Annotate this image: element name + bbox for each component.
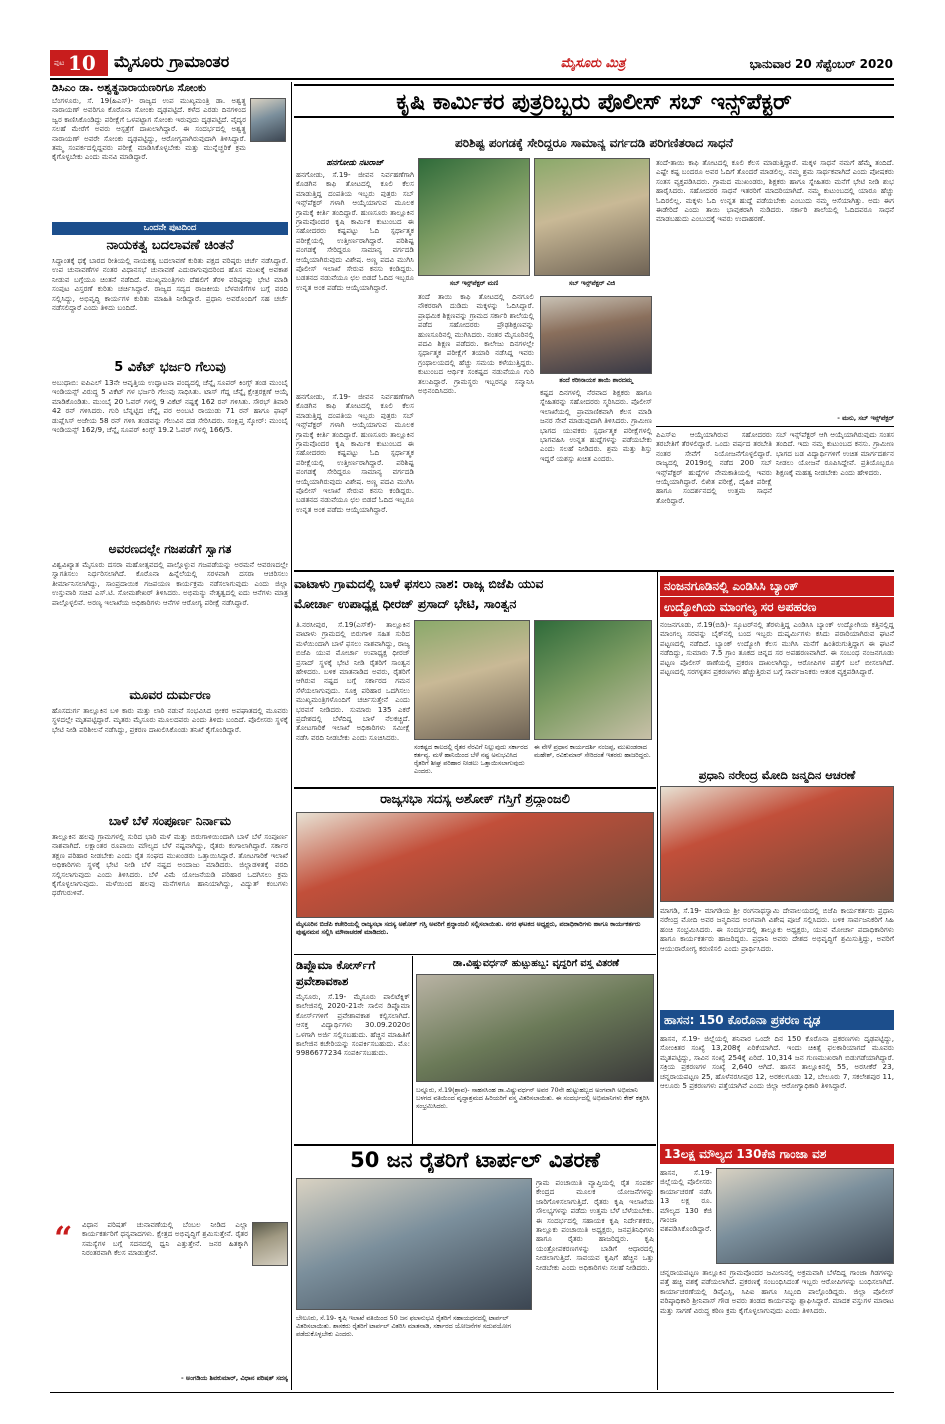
banana-body: ತಿ.ನರಸೀಪುರ, ಸೆ.19(ಎಸ್‌ಕೆ)- ತಾಲ್ಲೂಕಿನ ವಾಟಾಳು ಗ್ರಾಮದಲ್ಲಿ ಬಿರುಗಾಳಿ ಸಹಿತ ಸುರಿದ ಮಳೆಯಿಂದಾಗಿ ಬಾಳೆ ಫಸಲು ನಾಶವಾಗಿದ್ದು, ರಾಜ್ಯ ಬಿಜೆಪಿ ಯುವ ಮೋರ್ಚಾ ಉಪಾಧ್ಯಕ್ಷ ಧೀರಜ್ ಪ್ರಸಾದ್ ಸ್ಥಳಕ್ಕೆ ಭೇಟಿ ನೀಡಿ ರೈತರಿಗೆ ಸಾಂತ್ವನ ಹೇಳಿದರು. ಬಳಿಕ ಮಾತನಾಡಿದ ಅವರು, ರೈತರಿಗೆ ಆಗಿರುವ ನಷ್ಟದ ಬಗ್ಗೆ ಸರ್ಕಾರದ ಗಮನ ಸೆಳೆಯಲಾಗುವುದು. ಸೂಕ್ತ ಪರಿಹಾರ ಒದಗಿಸಲು ಮುಖ್ಯಮಂತ್ರಿಗಳೊಂದಿಗೆ ಚರ್ಚಿಸುತ್ತೇನೆ ಎಂದು ಭರವಸೆ ನೀಡಿದರು. ಸುಮಾರು 135 ಎಕರೆ ಪ್ರದೇಶದಲ್ಲಿ ಬೆಳೆದಿದ್ದ ಬಾಳೆ ನೆಲಕಚ್ಚಿದೆ. ತೋಟಗಾರಿಕೆ ಇಲಾಖೆ ಅಧಿಕಾರಿಗಳು ಸಮೀಕ್ಷೆ ನಡೆಸಿ ವರದಿ ನೀಡಬೇಕು ಎಂದು ಸೂಚಿಸಿದರು. (296, 620, 410, 742)
quote-mark-icon: “ (54, 1219, 73, 1257)
tarpaulin-body: ಗ್ರಾಮ ಪಂಚಾಯಿತಿ ವ್ಯಾಪ್ತಿಯಲ್ಲಿ ರೈತ ಸಂಪರ್ಕ ಕೇಂದ್ರದ ಮೂಲಕ ಯೋಜನೆಗಳನ್ನು ಜಾರಿಗೊಳಿಸಲಾಗುತ್ತಿದೆ. ರೈತರು ಕೃಷಿ ಇಲಾಖೆಯ ಸೌಲಭ್ಯಗಳನ್ನು ಪಡೆದು ಉತ್ತಮ ಬೆಳೆ ಬೆಳೆಯಬೇಕು. ಈ ಸಂದರ್ಭದಲ್ಲಿ ಸಹಾಯಕ ಕೃಷಿ ನಿರ್ದೇಶಕರು, ತಾಲ್ಲೂಕು ಪಂಚಾಯಿತಿ ಅಧ್ಯಕ್ಷರು, ಜನಪ್ರತಿನಿಧಿಗಳು ಹಾಗೂ ರೈತರು ಹಾಜರಿದ್ದರು. ಕೃಷಿ ಯಂತ್ರೋಪಕರಣಗಳನ್ನು ಬಾಡಿಗೆ ಆಧಾರದಲ್ಲಿ ನೀಡಲಾಗುತ್ತಿದೆ. ಸಾವಯವ ಕೃಷಿಗೆ ಹೆಚ್ಚಿನ ಒತ್ತು ನೀಡಬೇಕು ಎಂದು ಅಧಿಕಾರಿಗಳು ಸಲಹೆ ನೀಡಿದರು. (536, 1178, 654, 1272)
deputy-cm-body: ಬೆಂಗಳೂರು, ಸೆ. 19(ಹಿಎಸ್)- ರಾಜ್ಯದ ಉಪ ಮುಖ್ಯಮಂತ್ರಿ ಡಾ. ಅಶ್ವತ್ಥ ನಾರಾಯಣ್ ಅವರಿಗೂ ಕೊರೊನಾ ಸೋಂಕು ದೃಢಪಟ್ಟಿದೆ. ಕಳೆದ ಎರಡು ದಿನಗಳಿಂದ ಜ್ವರ ಕಾಣಿಸಿಕೊಂಡಿದ್ದು ಪರೀಕ್ಷೆಗೆ ಒಳಪಟ್ಟಾಗ ಸೋಂಕು ಇರುವುದು ದೃಢಪಟ್ಟಿದೆ. ವೈದ್ಯರ ಸಲಹೆ ಮೇರೆಗೆ ಅವರು ಆಸ್ಪತ್ರೆಗೆ ದಾಖಲಾಗಿದ್ದಾರೆ. ಈ ಸಂದರ್ಭದಲ್ಲಿ ಅಶ್ವತ್ಥ ನಾರಾಯಣ್ ಅವರೇ ಸೋಂಕು ದೃಢಪಟ್ಟಿದ್ದು, ಆರೋಗ್ಯವಾಗಿರುವುದಾಗಿ ತಿಳಿಸಿದ್ದಾರೆ. ತಮ್ಮ ಸಂಪರ್ಕದಲ್ಲಿದ್ದವರು ಪರೀಕ್ಷೆ ಮಾಡಿಸಿಕೊಳ್ಳಬೇಕು ಮತ್ತು ಮುನ್ನೆಚ್ಚರಿಕೆ ಕ್ರಮ ಕೈಗೊಳ್ಳಬೇಕು ಎಂದು ಮನವಿ ಮಾಡಿದ್ದಾರೆ. (52, 96, 246, 162)
bank-headline-2: ಉದ್ಯೋಗಿಯ ಮಾಂಗಲ್ಯ ಸರ ಅಪಹರಣ (660, 597, 894, 617)
page-label: ಪುಟ (54, 58, 65, 67)
ganja-body-2: ಚನ್ನರಾಯಪಟ್ಟಣ ತಾಲ್ಲೂಕಿನ ಗ್ರಾಮವೊಂದರ ಜಮೀನಿನಲ್ಲಿ ಅಕ್ರಮವಾಗಿ ಬೆಳೆದಿದ್ದ ಗಾಂಜಾ ಗಿಡಗಳನ್ನು ಪತ್ತೆ ಹಚ್ಚಿ ವಶಕ್ಕೆ ಪಡೆಯಲಾಗಿದೆ. ಪ್ರಕರಣಕ್ಕೆ ಸಂಬಂಧಿಸಿದಂತೆ ಇಬ್ಬರು ಆರೋಪಿಗಳನ್ನು ಬಂಧಿಸಲಾಗಿದೆ. ಕಾರ್ಯಾಚರಣೆಯಲ್ಲಿ ಡಿವೈಎಸ್ಪಿ, ಸಿಪಿಐ ಹಾಗೂ ಸಿಬ್ಬಂದಿ ಪಾಲ್ಗೊಂಡಿದ್ದರು. ಜಿಲ್ಲಾ ಪೊಲೀಸ್ ವರಿಷ್ಠಾಧಿಕಾರಿ ಶ್ರೀನಿವಾಸ್ ಗೌಡ ಅವರು ತಂಡದ ಕಾರ್ಯವನ್ನು ಶ್ಲಾಘಿಸಿದ್ದಾರೆ. ಮಾದಕ ವಸ್ತುಗಳ ಮಾರಾಟ ಮತ್ತು ಸಾಗಣೆ ವಿರುದ್ಧ ಕಠಿಣ ಕ್ರಮ ಕೈಗೊಳ್ಳಲಾಗುವುದು ಎಂದು ತಿಳಿಸಿದರು. (660, 1268, 894, 1315)
cricket-body: ಅಬುಧಾಬಿ: ಐಪಿಎಲ್ 13ನೇ ಆವೃತ್ತಿಯ ಉದ್ಘಾಟನಾ ಪಂದ್ಯದಲ್ಲಿ ಚೆನ್ನೈ ಸೂಪರ್ ಕಿಂಗ್ಸ್ ತಂಡ ಮುಂಬೈ ಇಂಡಿಯನ್ಸ್ ವಿರುದ್ಧ 5 ವಿಕೆಟ್ ಗಳ ಭರ್ಜರಿ ಗೆಲುವು ಸಾಧಿಸಿತು. ಟಾಸ್ ಗೆದ್ದ ಚೆನ್ನೈ ಕ್ಷೇತ್ರರಕ್ಷಣೆ ಆಯ್ಕೆ ಮಾಡಿಕೊಂಡಿತು. ಮುಂಬೈ 20 ಓವರ್ ಗಳಲ್ಲಿ 9 ವಿಕೆಟ್ ನಷ್ಟಕ್ಕೆ 162 ರನ್ ಗಳಿಸಿತು. ಸೌರಭ್ ತಿವಾರಿ 42 ರನ್ ಗಳಿಸಿದರು. ಗುರಿ ಬೆನ್ನಟ್ಟಿದ ಚೆನ್ನೈ ಪರ ಅಂಬಟಿ ರಾಯುಡು 71 ರನ್ ಹಾಗೂ ಫಾಫ್ ಡುಪ್ಲೆಸಿಸ್ ಅಜೇಯ 58 ರನ್ ಗಳಿಸಿ ತಂಡವನ್ನು ಗೆಲುವಿನ ದಡ ಸೇರಿಸಿದರು. ಸಂಕ್ಷಿಪ್ತ ಸ್ಕೋರ್: ಮುಂಬೈ ಇಂಡಿಯನ್ಸ್ 162/9, ಚೆನ್ನೈ ಸೂಪರ್ ಕಿಂಗ್ಸ್ 19.2 ಓವರ್ ಗಳಲ್ಲಿ 166/5. (52, 378, 288, 435)
lead-headline: ಕೃಷಿ ಕಾರ್ಮಿಕರ ಪುತ್ರರಿಬ್ಬರು ಪೊಲೀಸ್ ಸಬ್ ಇನ್ಸ್‌ಪೆಕ್ಟರ್ (294, 84, 894, 118)
lead-body-3b: ಹನಗೋಡು, ಸೆ.19- ಜೀವನ ನಿರ್ವಹಣೆಗಾಗಿ ಕೊಡಗಿನ ಕಾಫಿ ತೋಟದಲ್ಲಿ ಕೂಲಿ ಕೆಲಸ ಮಾಡುತ್ತಿದ್ದ ದಂಪತಿಯ ಇಬ್ಬರು ಪುತ್ರರು ಸಬ್ ಇನ್ಸ್‌ಪೆಕ್ಟರ್ ಗಳಾಗಿ ಆಯ್ಕೆಯಾಗುವ ಮೂಲಕ ಗ್ರಾಮಕ್ಕೆ ಕೀರ್ತಿ ತಂದಿದ್ದಾರೆ. ಹುಣಸೂರು ತಾಲ್ಲೂಕಿನ ಗ್ರಾಮವೊಂದರ ಕೃಷಿ ಕಾರ್ಮಿಕ ಕುಟುಂಬದ ಈ ಸಹೋದರರು ಕಷ್ಟಪಟ್ಟು ಓದಿ ಸ್ಪರ್ಧಾತ್ಮಕ ಪರೀಕ್ಷೆಯಲ್ಲಿ ಉತ್ತೀರ್ಣರಾಗಿದ್ದಾರೆ. ಪರಿಶಿಷ್ಟ ಪಂಗಡಕ್ಕೆ ಸೇರಿದ್ದರೂ ಸಾಮಾನ್ಯ ವರ್ಗದಡಿ ಆಯ್ಕೆಯಾಗಿರುವುದು ವಿಶೇಷ. ಅಣ್ಣ ಪದವಿ ಮುಗಿಸಿ ಪೊಲೀಸ್ ಇಲಾಖೆ ಸೇರುವ ಕನಸು ಕಂಡಿದ್ದರು. ಬಡತನದ ನಡುವೆಯೂ ಛಲ ಬಿಡದೆ ಓದಿದ ಇಬ್ಬರೂ ಉನ್ನತ ಅಂಕ ಪಡೆದು ಆಯ್ಕೆಯಾಗಿದ್ದಾರೆ. (296, 392, 414, 514)
leadership-headline: ನಾಯಕತ್ವ ಬದಲಾವಣೆ ಚಿಂತನೆ (106, 238, 234, 253)
lead-body-6: ಸಬ್ ಇನ್ಸ್‌ಪೆಕ್ಟರ್ ಆಗಿ ಆಯ್ಕೆಯಾಗಿರುವುದು ಸಂತಸ ತಂದಿದೆ. ಇದು ನಮ್ಮ ಕುಟುಂಬದ ಕನಸು. ಗ್ರಾಮೀಣ ಭಾಗದ ಬಡ ವಿದ್ಯಾರ್ಥಿಗಳಿಗೆ ಉಚಿತ ಮಾರ್ಗದರ್ಶನ ನೀಡಲು ಯೋಜನೆ ರೂಪಿಸಿದ್ದೇವೆ. ಪ್ರತಿಯೊಬ್ಬರೂ ಶಿಕ್ಷಣಕ್ಕೆ ಮಹತ್ವ ನೀಡಬೇಕು ಎಂದು ಹೇಳಿದರು. (776, 430, 894, 477)
mid-band-rule (294, 787, 656, 789)
banana-photo-1 (414, 620, 530, 740)
tarpaulin-headline: 50 ಜನ ರೈತರಿಗೆ ಟಾರ್ಪಲ್ ವಿತರಣೆ (350, 1148, 600, 1172)
lead-body-3: ಕಷ್ಟದ ದಿನಗಳಲ್ಲಿ ನೆರವಾದ ಶಿಕ್ಷಕರು ಹಾಗೂ ಸ್ನೇಹಿತರನ್ನು ಸಹೋದರರು ಸ್ಮರಿಸಿದರು. ಪೊಲೀಸ್ ಇಲಾಖೆಯಲ್ಲಿ ಪ್ರಾಮಾಣಿಕವಾಗಿ ಕೆಲಸ ಮಾಡಿ ಜನರ ಸೇವೆ ಮಾಡುವುದಾಗಿ ತಿಳಿಸಿದರು. ಗ್ರಾಮೀಣ ಭಾಗದ ಯುವಕರು ಸ್ಪರ್ಧಾತ್ಮಕ ಪರೀಕ್ಷೆಗಳಲ್ಲಿ ಭಾಗವಹಿಸಿ ಉನ್ನತ ಹುದ್ದೆಗಳನ್ನು ಪಡೆಯಬೇಕು ಎಂದು ಸಲಹೆ ನೀಡಿದರು. ಶ್ರಮ ಮತ್ತು ಶಿಸ್ತು ಇದ್ದರೆ ಯಶಸ್ಸು ಖಚಿತ ಎಂದರು. (540, 388, 652, 463)
banana-headline-1: ವಾಟಾಳು ಗ್ರಾಮದಲ್ಲಿ ಬಾಳೆ ಫಸಲು ನಾಶ: ರಾಜ್ಯ ಬಿಜೆಪಿ ಯುವ (294, 576, 544, 591)
bank-headline-1: ನಂಜನಗೂಡಿನಲ್ಲಿ ಎಂಡಿಸಿಸಿ ಬ್ಯಾಂಕ್ (660, 576, 894, 596)
ganja-body-1: ಹಾಸನ, ಸೆ.19- ಜಿಲ್ಲೆಯಲ್ಲಿ ಪೊಲೀಸರು ಕಾರ್ಯಾಚರಣೆ ನಡೆಸಿ 13 ಲಕ್ಷ ರೂ. ಮೌಲ್ಯದ 130 ಕೆಜಿ ಗಾಂಜಾ ವಶಪಡಿಸಿಕೊಂಡಿದ್ದಾರೆ. (660, 1168, 712, 1234)
clothes-caption: ಬನ್ನೂರು, ಸೆ.19(ಶ್ರಾವ)- ಸಾಹಸಸಿಂಹ ಡಾ.ವಿಷ್ಣುವರ್ಧನ್ ಅವರ 70ನೇ ಹುಟ್ಟುಹಬ್ಬದ ಅಂಗವಾಗಿ ಅಭಿಮಾನಿ ಬಳಗದ ವತಿಯಿಂದ ವೃದ್ಧಾಶ್ರಮದ ಹಿರಿಯರಿಗೆ ವಸ್ತ್ರ ವಿತರಿಸಲಾಯಿತು. ಈ ಸಂದರ್ಭದಲ್ಲಿ ಅಭಿಮಾನಿಗಳು ಕೇಕ್ ಕತ್ತರಿಸಿ ಸಂಭ್ರಮಿಸಿದರು. (416, 1086, 650, 1110)
ashok-photo (296, 812, 654, 918)
continued-banner (52, 222, 288, 235)
hassan-body: ಹಾಸನ, ಸೆ.19- ಜಿಲ್ಲೆಯಲ್ಲಿ ಶನಿವಾರ ಒಂದೇ ದಿನ 150 ಕೊರೊನಾ ಪ್ರಕರಣಗಳು ದೃಢಪಟ್ಟಿದ್ದು, ಸೋಂಕಿತರ ಸಂಖ್ಯೆ 13,208ಕ್ಕೆ ಏರಿಕೆಯಾಗಿದೆ. ಇಂದು ಚಿಕಿತ್ಸೆ ಫಲಕಾರಿಯಾಗದೆ ಮೂವರು ಮೃತಪಟ್ಟಿದ್ದು, ಸಾವಿನ ಸಂಖ್ಯೆ 254ಕ್ಕೆ ಏರಿದೆ. 10,314 ಜನ ಗುಣಮುಖರಾಗಿ ಬಿಡುಗಡೆಯಾಗಿದ್ದಾರೆ. ಸಕ್ರಿಯ ಪ್ರಕರಣಗಳ ಸಂಖ್ಯೆ 2,640 ಆಗಿದೆ. ಹಾಸನ ತಾಲ್ಲೂಕಿನಲ್ಲಿ 55, ಅರಸೀಕೆರೆ 23, ಚನ್ನರಾಯಪಟ್ಟಣ 25, ಹೊಳೆನರಸೀಪುರ 12, ಅರಕಲಗೂಡು 12, ಬೇಲೂರು 7, ಸಕಲೇಶಪುರ 11, ಆಲೂರು 5 ಪ್ರಕರಣಗಳು ಪತ್ತೆಯಾಗಿವೆ ಎಂದು ಜಿಲ್ಲಾ ಆರೋಗ್ಯಾಧಿಕಾರಿ ತಿಳಿಸಿದ್ದಾರೆ. (660, 1034, 894, 1091)
hassan-headline: ಹಾಸನ: 150 ಕೊರೊನಾ ಪ್ರಕರಣ ದೃಢ (660, 1010, 894, 1030)
lead-body-2: ತಂದೆ ತಾಯಿ ಕಾಫಿ ತೋಟದಲ್ಲಿ ದಿನಗೂಲಿ ನೌಕರರಾಗಿ ದುಡಿದು ಮಕ್ಕಳನ್ನು ಓದಿಸಿದ್ದಾರೆ. ಪ್ರಾಥಮಿಕ ಶಿಕ್ಷಣವನ್ನು ಗ್ರಾಮದ ಸರ್ಕಾರಿ ಶಾಲೆಯಲ್ಲಿ ಪಡೆದ ಸಹೋದರರು ಪ್ರೌಢಶಿಕ್ಷಣವನ್ನು ಹುಣಸೂರಿನಲ್ಲಿ ಮುಗಿಸಿದರು. ನಂತರ ಮೈಸೂರಿನಲ್ಲಿ ಪದವಿ ಶಿಕ್ಷಣ ಪಡೆದರು. ಕಾಲೇಜು ದಿನಗಳಲ್ಲೇ ಸ್ಪರ್ಧಾತ್ಮಕ ಪರೀಕ್ಷೆಗೆ ತಯಾರಿ ನಡೆಸಿದ್ದ ಇವರು ಗ್ರಂಥಾಲಯದಲ್ಲಿ ಹೆಚ್ಚು ಸಮಯ ಕಳೆಯುತ್ತಿದ್ದರು. ಕುಟುಂಬದ ಆರ್ಥಿಕ ಸಂಕಷ್ಟದ ನಡುವೆಯೂ ಗುರಿ ತಲುಪಿದ್ದಾರೆ. ಗ್ರಾಮಸ್ಥರು ಇಬ್ಬರನ್ನೂ ಸನ್ಮಾನಿಸಿ ಅಭಿನಂದಿಸಿದರು. (418, 292, 534, 396)
ashok-bottom-rule (294, 954, 656, 955)
lead-bottom-rule (294, 570, 894, 572)
lead-photo-1-caption: ಸಬ್ ಇನ್ಸ್‌ಪೆಕ್ಟರ್ ಮಣಿ (449, 279, 499, 287)
clothes-photo (416, 974, 654, 1082)
lead-photo-2-caption: ಸಬ್ ಇನ್ಸ್‌ಪೆಕ್ಟರ್ ವಿಜಿ (568, 279, 616, 287)
modi-body: ಮಾಗಡಿ, ಸೆ.19- ಮಾಗಡಿಯ ಶ್ರೀ ರಂಗನಾಥಸ್ವಾಮಿ ದೇವಾಲಯದಲ್ಲಿ ಬಿಜೆಪಿ ಕಾರ್ಯಕರ್ತರು ಪ್ರಧಾನಿ ನರೇಂದ್ರ ಮೋದಿ ಅವರ ಜನ್ಮದಿನದ ಅಂಗವಾಗಿ ವಿಶೇಷ ಪೂಜೆ ಸಲ್ಲಿಸಿದರು. ಬಳಿಕ ಸಾರ್ವಜನಿಕರಿಗೆ ಸಿಹಿ ಹಂಚಿ ಸಂಭ್ರಮಿಸಿದರು. ಈ ಸಂದರ್ಭದಲ್ಲಿ ತಾಲ್ಲೂಕು ಅಧ್ಯಕ್ಷರು, ಯುವ ಮೋರ್ಚಾ ಪದಾಧಿಕಾರಿಗಳು ಹಾಗೂ ಕಾರ್ಯಕರ್ತರು ಹಾಜರಿದ್ದರು. ಪ್ರಧಾನಿ ಅವರು ದೇಶದ ಅಭಿವೃದ್ಧಿಗೆ ಶ್ರಮಿಸುತ್ತಿದ್ದು, ಅವರಿಗೆ ಆಯುರಾರೋಗ್ಯ ಕರುಣಿಸಲಿ ಎಂದು ಪ್ರಾರ್ಥಿಸಿದರು. (660, 906, 894, 953)
banana-photo-2 (534, 620, 652, 740)
section-title: ಮೈಸೂರು ಗ್ರಾಮಾಂತರ (114, 52, 230, 71)
lower-right-divider (657, 788, 658, 1390)
banana-photo-2-caption: ಈ ವೇಳೆ ಪ್ರಧಾನ ಕಾರ್ಯದರ್ಶಿ ನಂಜಪ್ಪ, ಮುಖಂಡರಾದ ಮಹೇಶ್, ರವಿಕುಮಾರ್ ಸೇರಿದಂತೆ ಇತರರು ಹಾಜರಿದ್ದರು. (534, 743, 651, 759)
gajapade-headline: ಅವರಣದಲ್ಲೇ ಗಜಪಡೆಗೆ ಸ್ವಾಗತ (108, 542, 232, 556)
bank-body: ನಂಜನಗೂಡು, ಸೆ.19(ಬಿಡಿ)- ಸ್ಕೂಟರ್‌ನಲ್ಲಿ ತೆರಳುತ್ತಿದ್ದ ಎಂಡಿಸಿಸಿ ಬ್ಯಾಂಕ್ ಉದ್ಯೋಗಿಯ ಕತ್ತಿನಲ್ಲಿದ್ದ ಮಾಂಗಲ್ಯ ಸರವನ್ನು ಬೈಕ್‌ನಲ್ಲಿ ಬಂದ ಇಬ್ಬರು ದುಷ್ಕರ್ಮಿಗಳು ಕಸಿದು ಪರಾರಿಯಾಗಿರುವ ಘಟನೆ ಪಟ್ಟಣದಲ್ಲಿ ನಡೆದಿದೆ. ಬ್ಯಾಂಕ್ ಉದ್ಯೋಗಿ ಕೆಲಸ ಮುಗಿಸಿ ಮನೆಗೆ ಹಿಂತಿರುಗುತ್ತಿದ್ದಾಗ ಈ ಘಟನೆ ನಡೆದಿದ್ದು, ಸುಮಾರು 7.5 ಗ್ರಾಂ ತೂಕದ ಚಿನ್ನದ ಸರ ಅಪಹರಣವಾಗಿದೆ. ಈ ಸಂಬಂಧ ನಂಜನಗೂಡು ಪಟ್ಟಣ ಪೊಲೀಸ್ ಠಾಣೆಯಲ್ಲಿ ಪ್ರಕರಣ ದಾಖಲಾಗಿದ್ದು, ಆರೋಪಿಗಳ ಪತ್ತೆಗೆ ಬಲೆ ಬೀಸಲಾಗಿದೆ. ಪಟ್ಟಣದಲ್ಲಿ ಸರಗಳ್ಳತನ ಪ್ರಕರಣಗಳು ಹೆಚ್ಚುತ್ತಿರುವ ಬಗ್ಗೆ ಸಾರ್ವಜನಿಕರು ಆತಂಕ ವ್ಯಕ್ತಪಡಿಸಿದ್ದಾರೆ. (660, 620, 894, 677)
lead-photo-1 (418, 158, 530, 276)
lead-photo-3-caption: ತಂದೆ ಕರೀನಾಯಕ ತಾಯಿ ಶಾರದಮ್ಮ (559, 376, 633, 384)
tarpaulin-caption: ಬೇಲೂರು, ಸೆ.19- ಕೃಷಿ ಇಲಾಖೆ ವತಿಯಿಂದ 50 ಜನ ಫಲಾನುಭವಿ ರೈತರಿಗೆ ಸಹಾಯಧನದಲ್ಲಿ ಟಾರ್ಪಲ್ ವಿತರಿಸಲಾಯಿತು. ಶಾಸಕರು ರೈತರಿಗೆ ಟಾರ್ಪಲ್ ವಿತರಿಸಿ ಮಾತನಾಡಿ, ಸರ್ಕಾರದ ಯೋಜನೆಗಳ ಸದುಪಯೋಗ ಪಡೆದುಕೊಳ್ಳಬೇಕು ಎಂದರು. (296, 1314, 511, 1338)
gajapade-body: ವಿಶ್ವವಿಖ್ಯಾತ ಮೈಸೂರು ದಸರಾ ಮಹೋತ್ಸವದಲ್ಲಿ ಪಾಲ್ಗೊಳ್ಳುವ ಗಜಪಡೆಯನ್ನು ಅರಮನೆ ಆವರಣದಲ್ಲೇ ಸ್ವಾಗತಿಸಲು ನಿರ್ಧರಿಸಲಾಗಿದೆ. ಕೊರೊನಾ ಹಿನ್ನೆಲೆಯಲ್ಲಿ ಸರಳವಾಗಿ ದಸರಾ ಆಚರಿಸಲು ತೀರ್ಮಾನಿಸಲಾಗಿದ್ದು, ಸಾಂಪ್ರದಾಯಿಕ ಗಜಪಯಣ ಕಾರ್ಯಕ್ರಮ ನಡೆಸಲಾಗುವುದು ಎಂದು ಜಿಲ್ಲಾ ಉಸ್ತುವಾರಿ ಸಚಿವ ಎಸ್.ಟಿ. ಸೋಮಶೇಖರ್ ತಿಳಿಸಿದರು. ಅಭಿಮನ್ಯು ನೇತೃತ್ವದಲ್ಲಿ ಐದು ಆನೆಗಳು ಮಾತ್ರ ಪಾಲ್ಗೊಳ್ಳಲಿವೆ. ಅರಣ್ಯ ಇಲಾಖೆಯ ಅಧಿಕಾರಿಗಳು ಆನೆಗಳ ಆರೋಗ್ಯ ಪರೀಕ್ಷೆ ನಡೆಸಿದ್ದಾರೆ. (52, 560, 288, 607)
lead-subheadline: ಪರಿಶಿಷ್ಟ ಪಂಗಡಕ್ಕೆ ಸೇರಿದ್ದರೂ ಸಾಮಾನ್ಯ ವರ್ಗದಡಿ ಪರಿಗಣಿತರಾದ ಸಾಧನೆ (455, 136, 733, 150)
lead-body-4-byline: - ಮನು, ಸಬ್ ಇನ್ಸ್‌ಪೆಕ್ಟರ್ (837, 414, 894, 422)
quote-body: ವಿಧಾನ ಪರಿಷತ್ ಚುನಾವಣೆಯಲ್ಲಿ ಬೆಂಬಲ ನೀಡಿದ ಎಲ್ಲಾ ಕಾರ್ಯಕರ್ತರಿಗೆ ಧನ್ಯವಾದಗಳು. ಕ್ಷೇತ್ರದ ಅಭಿವೃದ್ಧಿಗೆ ಶ್ರಮಿಸುತ್ತೇನೆ. ರೈತರ ಸಮಸ್ಯೆಗಳ ಬಗ್ಗೆ ಸದನದಲ್ಲಿ ಧ್ವನಿ ಎತ್ತುತ್ತೇನೆ. ಜನರ ಹಿತಕ್ಕಾಗಿ ನಿರಂತರವಾಗಿ ಕೆಲಸ ಮಾಡುತ್ತೇನೆ. (82, 1220, 248, 1258)
lead-inner-rule (656, 426, 894, 427)
clothes-headline: ಡಾ.ವಿಷ್ಣುವರ್ಧನ್ ಹುಟ್ಟುಹಬ್ಬ: ವೃದ್ಧರಿಗೆ ವಸ್ತ್ರ ವಿತರಣೆ (452, 958, 620, 969)
ashok-caption: ಮೈಸೂರಿನ ಬಿಜೆಪಿ ಕಚೇರಿಯಲ್ಲಿ ರಾಜ್ಯಸಭಾ ಸದಸ್ಯ ಅಶೋಕ್ ಗಸ್ತಿ ಅವರಿಗೆ ಶ್ರದ್ಧಾಂಜಲಿ ಸಲ್ಲಿಸಲಾಯಿತು. ನಗರ ಘಟಕದ ಅಧ್ಯಕ್ಷರು, ಪದಾಧಿಕಾರಿಗಳು ಹಾಗೂ ಕಾರ್ಯಕರ್ತರು ಪುಷ್ಪನಮನ ಸಲ್ಲಿಸಿ ಮೌನಾಚರಣೆ ಮಾಡಿದರು. (296, 920, 641, 936)
lead-body-4: ತಂದೆ-ತಾಯಿ ಕಾಫಿ ತೋಟದಲ್ಲಿ ಕೂಲಿ ಕೆಲಸ ಮಾಡುತ್ತಿದ್ದಾರೆ. ಮಕ್ಕಳ ಸಾಧನೆ ನಮಗೆ ಹೆಮ್ಮೆ ತಂದಿದೆ. ಎಷ್ಟೇ ಕಷ್ಟ ಬಂದರೂ ಅವರ ಓದಿಗೆ ತೊಂದರೆ ಮಾಡಲಿಲ್ಲ. ನಮ್ಮ ಶ್ರಮ ಸಾರ್ಥಕವಾಗಿದೆ ಎಂದು ಪೋಷಕರು ಸಂತಸ ವ್ಯಕ್ತಪಡಿಸಿದರು. ಗ್ರಾಮದ ಮುಖಂಡರು, ಶಿಕ್ಷಕರು ಹಾಗೂ ಸ್ನೇಹಿತರು ಮನೆಗೆ ಭೇಟಿ ನೀಡಿ ಶುಭ ಹಾರೈಸಿದರು. ಸಹೋದರರ ಸಾಧನೆ ಇತರರಿಗೆ ಮಾದರಿಯಾಗಿದೆ. ನಮ್ಮ ಕುಟುಂಬದಲ್ಲಿ ಯಾರೂ ಹೆಚ್ಚು ಓದಿರಲಿಲ್ಲ. ಮಕ್ಕಳು ಓದಿ ಉನ್ನತ ಹುದ್ದೆ ಪಡೆಯಬೇಕು ಎಂಬುದು ನಮ್ಮ ಆಸೆಯಾಗಿತ್ತು. ಅದು ಈಗ ಈಡೇರಿದೆ ಎಂದು ತಾಯಿ ಭಾವುಕರಾಗಿ ನುಡಿದರು. ಸರ್ಕಾರಿ ಶಾಲೆಯಲ್ಲಿ ಓದಿದವರೂ ಸಾಧನೆ ಮಾಡಬಹುದು ಎಂಬುದಕ್ಕೆ ಇವರು ಉದಾಹರಣೆ. (656, 158, 894, 224)
left-column-divider (291, 82, 292, 1390)
cricket-headline: 5 ವಿಕೆಟ್ ಭರ್ಜರಿ ಗೆಲುವು (114, 360, 226, 375)
ashok-headline: ರಾಜ್ಯಸಭಾ ಸದಸ್ಯ ಅಶೋಕ್ ಗಸ್ತಿಗೆ ಶ್ರದ್ಧಾಂಜಲಿ (380, 792, 570, 807)
continued-banner-label: ಒಂದನೇ ಪುಟದಿಂದ (143, 223, 197, 233)
page-bottom-rule (50, 1392, 894, 1393)
leadership-body: ಸಿದ್ಧಾಂತಕ್ಕೆ ಧಕ್ಕೆ ಬಾರದ ರೀತಿಯಲ್ಲಿ ನಾಯಕತ್ವ ಬದಲಾವಣೆ ಕುರಿತು ಪಕ್ಷದ ವರಿಷ್ಠರು ಚರ್ಚೆ ನಡೆಸಿದ್ದಾರೆ. ಉಪ ಚುನಾವಣೆಗಳ ನಂತರ ವಿಧಾನಸಭೆ ಚುನಾವಣೆ ಎದುರಾಗುವುದರಿಂದ ಹೊಸ ಮುಖಕ್ಕೆ ಅವಕಾಶ ನೀಡುವ ಬಗ್ಗೆಯೂ ಚಿಂತನೆ ನಡೆದಿದೆ. ಮುಖ್ಯಮಂತ್ರಿಗಳು ದೆಹಲಿಗೆ ತೆರಳಿ ವರಿಷ್ಠರನ್ನು ಭೇಟಿ ಮಾಡಿ ಸಂಪುಟ ವಿಸ್ತರಣೆ ಕುರಿತು ಚರ್ಚಿಸಿದ್ದಾರೆ. ರಾಜ್ಯದ ಸದ್ಯದ ರಾಜಕೀಯ ಬೆಳವಣಿಗೆಗಳ ಬಗ್ಗೆ ವರದಿ ಸಲ್ಲಿಸಿದ್ದು, ಅಭಿವೃದ್ಧಿ ಕಾರ್ಯಗಳ ಕುರಿತು ಮಾಹಿತಿ ನೀಡಿದ್ದಾರೆ. ಪ್ರಧಾನಿ ಅವರೊಂದಿಗೆ ಸಹ ಚರ್ಚೆ ನಡೆಸಲಿದ್ದಾರೆ ಎಂದು ತಿಳಿದು ಬಂದಿದೆ. (52, 256, 288, 313)
diploma-headline-2: ಪ್ರವೇಶಾವಕಾಶ (296, 974, 349, 988)
tragedy-headline: ಮೂವರ ದುರ್ಮರಣ (129, 688, 211, 702)
deputy-cm-photo (250, 98, 286, 142)
mid-right-divider (657, 572, 658, 788)
tragedy-body: ಹೊಸದುರ್ಗ ತಾಲ್ಲೂಕಿನ ಬಳಿ ಕಾರು ಮತ್ತು ಲಾರಿ ನಡುವೆ ಸಂಭವಿಸಿದ ಭೀಕರ ಅಪಘಾತದಲ್ಲಿ ಮೂವರು ಸ್ಥಳದಲ್ಲೇ ಮೃತಪಟ್ಟಿದ್ದಾರೆ. ಮೃತರು ಮೈಸೂರು ಮೂಲದವರು ಎಂದು ತಿಳಿದು ಬಂದಿದೆ. ಪೊಲೀಸರು ಸ್ಥಳಕ್ಕೆ ಭೇಟಿ ನೀಡಿ ಪರಿಶೀಲನೆ ನಡೆಸಿದ್ದು, ಪ್ರಕರಣ ದಾಖಲಿಸಿಕೊಂಡು ತನಿಖೆ ಕೈಗೊಂಡಿದ್ದಾರೆ. (52, 706, 288, 734)
crop-headline: ಬಾಳೆ ಬೆಳೆ ಸಂಪೂರ್ಣ ನಿರ್ನಾಮ (108, 814, 232, 828)
paper-name: ಮೈಸೂರು ಮಿತ್ರ (560, 56, 626, 71)
page-number-badge (50, 50, 108, 76)
quote-byline: - ಅಂಗಡಿಯ ಶಿವಕುಮಾರ್, ವಿಧಾನ ಪರಿಷತ್ ಸದಸ್ಯ (180, 1374, 288, 1382)
crop-body: ತಾಲ್ಲೂಕಿನ ಹಲವು ಗ್ರಾಮಗಳಲ್ಲಿ ಸುರಿದ ಭಾರಿ ಮಳೆ ಮತ್ತು ಬಿರುಗಾಳಿಯಿಂದಾಗಿ ಬಾಳೆ ಬೆಳೆ ಸಂಪೂರ್ಣ ನಾಶವಾಗಿದೆ. ಲಕ್ಷಾಂತರ ರೂಪಾಯಿ ಮೌಲ್ಯದ ಬೆಳೆ ನಷ್ಟವಾಗಿದ್ದು, ರೈತರು ಕಂಗಾಲಾಗಿದ್ದಾರೆ. ಸರ್ಕಾರ ತಕ್ಷಣ ಪರಿಹಾರ ನೀಡಬೇಕು ಎಂದು ರೈತ ಸಂಘದ ಮುಖಂಡರು ಒತ್ತಾಯಿಸಿದ್ದಾರೆ. ತೋಟಗಾರಿಕೆ ಇಲಾಖೆ ಅಧಿಕಾರಿಗಳು ಸ್ಥಳಕ್ಕೆ ಭೇಟಿ ನೀಡಿ ಬೆಳೆ ನಷ್ಟದ ಅಂದಾಜು ಮಾಡಿದರು. ಜಿಲ್ಲಾಡಳಿತಕ್ಕೆ ವರದಿ ಸಲ್ಲಿಸಲಾಗುವುದು ಎಂದು ತಿಳಿಸಿದರು. ಬೆಳೆ ವಿಮೆ ಯೋಜನೆಯಡಿ ಪರಿಹಾರ ಒದಗಿಸಲು ಕ್ರಮ ಕೈಗೊಳ್ಳಲಾಗುವುದು. ಮಳೆಯಿಂದ ಹಲವು ಮನೆಗಳಿಗೂ ಹಾನಿಯಾಗಿದ್ದು, ವಿದ್ಯುತ್ ಕಂಬಗಳು ಧರೆಗುರುಳಿವೆ. (52, 832, 288, 898)
lead-photo-3 (540, 296, 652, 374)
modi-photo (660, 786, 894, 902)
lead-body-1: ಹನಗೋಡು, ಸೆ.19- ಜೀವನ ನಿರ್ವಹಣೆಗಾಗಿ ಕೊಡಗಿನ ಕಾಫಿ ತೋಟದಲ್ಲಿ ಕೂಲಿ ಕೆಲಸ ಮಾಡುತ್ತಿದ್ದ ದಂಪತಿಯ ಇಬ್ಬರು ಪುತ್ರರು ಸಬ್ ಇನ್ಸ್‌ಪೆಕ್ಟರ್ ಗಳಾಗಿ ಆಯ್ಕೆಯಾಗುವ ಮೂಲಕ ಗ್ರಾಮಕ್ಕೆ ಕೀರ್ತಿ ತಂದಿದ್ದಾರೆ. ಹುಣಸೂರು ತಾಲ್ಲೂಕಿನ ಗ್ರಾಮವೊಂದರ ಕೃಷಿ ಕಾರ್ಮಿಕ ಕುಟುಂಬದ ಈ ಸಹೋದರರು ಕಷ್ಟಪಟ್ಟು ಓದಿ ಸ್ಪರ್ಧಾತ್ಮಕ ಪರೀಕ್ಷೆಯಲ್ಲಿ ಉತ್ತೀರ್ಣರಾಗಿದ್ದಾರೆ. ಪರಿಶಿಷ್ಟ ಪಂಗಡಕ್ಕೆ ಸೇರಿದ್ದರೂ ಸಾಮಾನ್ಯ ವರ್ಗದಡಿ ಆಯ್ಕೆಯಾಗಿರುವುದು ವಿಶೇಷ. ಅಣ್ಣ ಪದವಿ ಮುಗಿಸಿ ಪೊಲೀಸ್ ಇಲಾಖೆ ಸೇರುವ ಕನಸು ಕಂಡಿದ್ದರು. ಬಡತನದ ನಡುವೆಯೂ ಛಲ ಬಿಡದೆ ಓದಿದ ಇಬ್ಬರೂ ಉನ್ನತ ಅಂಕ ಪಡೆದು ಆಯ್ಕೆಯಾಗಿದ್ದಾರೆ. (296, 170, 414, 292)
lead-body-5: ಪಿಎಸ್ಐ ಆಯ್ಕೆಯಾಗಿರುವ ಸಹೋದರರು ತರಬೇತಿಗೆ ತೆರಳಲಿದ್ದಾರೆ. ಒಂದು ವರ್ಷದ ತರಬೇತಿ ನಂತರ ಸೇವೆಗೆ ನಿಯೋಜನೆಗೊಳ್ಳಲಿದ್ದಾರೆ. ರಾಜ್ಯದಲ್ಲಿ 2019ರಲ್ಲಿ ನಡೆದ 200 ಸಬ್ ಇನ್ಸ್‌ಪೆಕ್ಟರ್ ಹುದ್ದೆಗಳ ನೇಮಕಾತಿಯಲ್ಲಿ ಇವರು ಆಯ್ಕೆಯಾಗಿದ್ದಾರೆ. ಲಿಖಿತ ಪರೀಕ್ಷೆ, ದೈಹಿಕ ಪರೀಕ್ಷೆ ಹಾಗೂ ಸಂದರ್ಶನದಲ್ಲಿ ಉತ್ತಮ ಸಾಧನೆ ತೋರಿದ್ದಾರೆ. (656, 430, 772, 505)
diploma-divider (412, 956, 413, 1144)
lead-byline: ಹನಗೋಡು ನಟರಾಜ್ (326, 158, 384, 167)
deputy-cm-headline: ಡಿಸಿಎಂ ಡಾ. ಅಶ್ವತ್ಥನಾರಾಯಣರಿಗೂ ಸೋಂಕು (52, 82, 206, 94)
ganja-headline: 13ಲಕ್ಷ ಮೌಲ್ಯದ 130ಕೆಜಿ ಗಾಂಜಾ ವಶ (660, 1144, 894, 1164)
tarpaulin-photo (296, 1178, 532, 1310)
modi-headline: ಪ್ರಧಾನಿ ನರೇಂದ್ರ ಮೋದಿ ಜನ್ಮದಿನ ಆಚರಣೆ (698, 768, 856, 782)
banana-headline-2: ಮೋರ್ಚಾ ಉಪಾಧ್ಯಕ್ಷ ಧೀರಜ್ ಪ್ರಸಾದ್ ಭೇಟಿ, ಸಾಂತ್ವನ (294, 596, 517, 611)
diploma-body: ಮೈಸೂರು, ಸೆ.19- ಮೈಸೂರು ಪಾಲಿಟೆಕ್ನಿಕ್ ಕಾಲೇಜಿನಲ್ಲಿ 2020-21ನೇ ಸಾಲಿನ ಡಿಪ್ಲೊಮಾ ಕೋರ್ಸ್‌ಗಳಿಗೆ ಪ್ರವೇಶಾವಕಾಶ ಕಲ್ಪಿಸಲಾಗಿದೆ. ಆಸಕ್ತ ವಿದ್ಯಾರ್ಥಿಗಳು 30.09.2020ರ ಒಳಗಾಗಿ ಅರ್ಜಿ ಸಲ್ಲಿಸಬಹುದು. ಹೆಚ್ಚಿನ ಮಾಹಿತಿಗೆ ಕಾಲೇಜಿನ ಕಚೇರಿಯನ್ನು ಸಂಪರ್ಕಿಸಬಹುದು. ಮೊ: 9986677234 ಸಂಪರ್ಕಿಸಬಹುದು. (296, 992, 410, 1058)
diploma-headline-1: ಡಿಪ್ಲೊಮಾ ಕೋರ್ಸ್‌ಗೆ (296, 958, 376, 972)
banana-photo-1-caption: ಸಂಕಷ್ಟದ ಕಾಲದಲ್ಲಿ ರೈತರ ನೆರವಿಗೆ ನಿಲ್ಲುವುದು ಸರ್ಕಾರದ ಕರ್ತವ್ಯ. ಮಳೆ ಹಾನಿಯಿಂದ ಬೆಳೆ ನಷ್ಟ ಅನುಭವಿಸಿದ ರೈತರಿಗೆ ಶೀಘ್ರ ಪರಿಹಾರ ನೀಡಲು ಒತ್ತಾಯಿಸಲಾಗುವುದು ಎಂದರು. (414, 743, 528, 775)
quote-author-photo (252, 1222, 288, 1266)
page-date: ಭಾನುವಾರ 20 ಸೆಪ್ಟೆಂಬರ್ 2020 (749, 57, 893, 71)
tarp-top-rule (294, 1144, 656, 1146)
masthead-rule (50, 78, 894, 80)
ganja-photo (716, 1168, 894, 1264)
lead-photo-2 (534, 158, 650, 276)
page-number: 10 (68, 51, 96, 75)
